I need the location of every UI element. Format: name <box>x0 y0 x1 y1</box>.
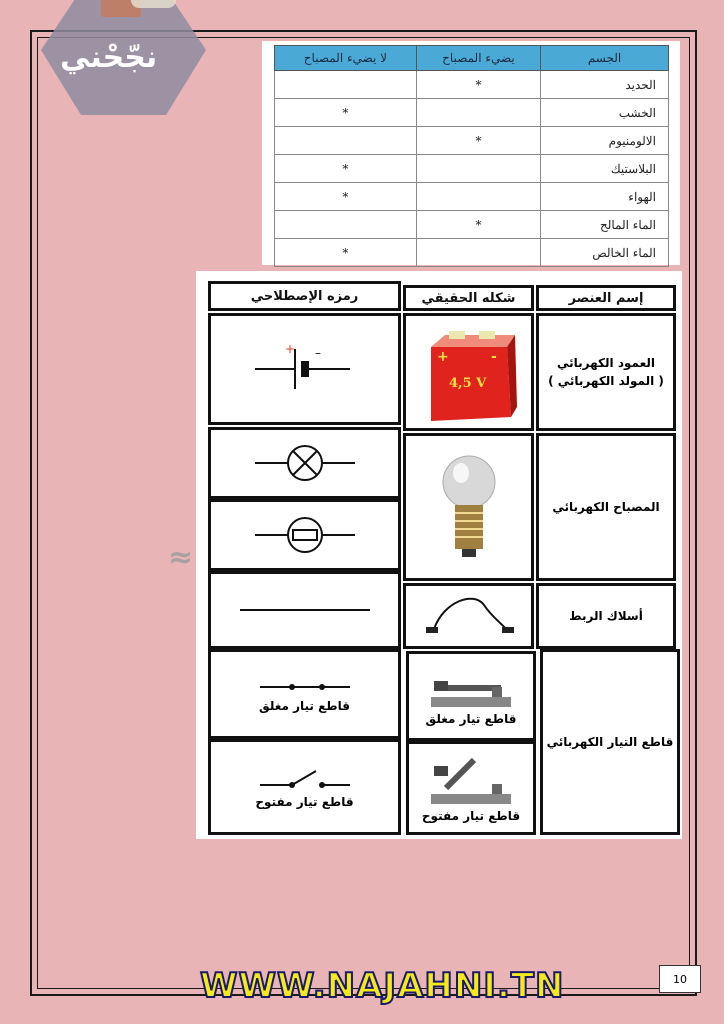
wires-photo-cell <box>403 583 534 649</box>
lamp-symbol-cross-cell <box>208 427 401 499</box>
battery-symbol-cell <box>208 313 401 425</box>
header-symbol: رمزه الإصطلاحي <box>208 281 401 311</box>
lamp-name: المصباح الكهربائي <box>552 500 660 514</box>
open-switch-photo-cell <box>406 741 536 835</box>
table-row <box>275 99 669 127</box>
lightbulb-icon <box>429 447 509 567</box>
battery-name-line1: العمود الكهربائي <box>557 356 655 370</box>
open-switch-symbol-caption: قاطع تيار مفتوح <box>255 795 354 809</box>
lamp-symbol-filament-cell <box>208 499 401 571</box>
table-row <box>275 183 669 211</box>
switch-name-cell <box>540 649 680 835</box>
battery-name-line2: ( المولد الكهربائي ) <box>548 374 664 388</box>
site-url[interactable]: WWW.NAJAHNI.TN <box>200 966 565 1006</box>
battery-photo-cell <box>403 313 534 431</box>
table-row <box>275 71 669 99</box>
row-not-lights <box>275 211 417 239</box>
row-not-lights <box>275 127 417 155</box>
battery-voltage: 4,5 V <box>448 376 486 391</box>
wires-name: أسلاك الربط <box>569 609 643 623</box>
page-number: 10 <box>659 965 701 993</box>
row-not-lights: * <box>275 183 417 211</box>
row-object: الهواء <box>541 183 669 211</box>
lamp-filament-symbol-icon <box>250 510 360 560</box>
header-real-shape: شكله الحقيقي <box>403 285 534 311</box>
switch-name: قاطع التيار الكهربائي <box>546 735 674 749</box>
row-object: الماء المالح <box>541 211 669 239</box>
header-element-name: إسم العنصر <box>536 285 676 311</box>
row-object: البلاستيك <box>541 155 669 183</box>
closed-switch-icon <box>426 667 516 712</box>
open-switch-photo-caption: قاطع تيار مفتوح <box>421 808 521 823</box>
conductors-table-panel <box>262 41 680 265</box>
row-object: الحديد <box>541 71 669 99</box>
row-not-lights <box>275 71 417 99</box>
wires-name-cell <box>536 583 676 649</box>
conductors-table <box>274 45 669 267</box>
closed-switch-photo-caption: قاطع تيار مغلق <box>425 711 517 726</box>
closed-switch-symbol-caption: قاطع تيار مغلق <box>259 699 350 713</box>
wire-symbol-icon <box>235 600 375 620</box>
row-object: الماء الخالص <box>541 239 669 267</box>
table-header-row <box>275 46 669 71</box>
watermark-glyph: ≈ <box>168 540 194 575</box>
svg-text:+: + <box>284 342 295 356</box>
open-switch-icon <box>426 754 516 809</box>
closed-switch-symbol-icon <box>250 675 360 699</box>
lamp-photo-cell <box>403 433 534 581</box>
header-lights: يضيء المصباح <box>416 46 540 71</box>
logo-text: نجّحْني <box>60 40 158 75</box>
battery-minus: - <box>490 349 497 365</box>
row-lights <box>416 239 540 267</box>
battery-plus: + <box>436 349 449 365</box>
battery-symbol-icon <box>245 339 365 399</box>
row-lights: * <box>416 211 540 239</box>
table-row <box>275 127 669 155</box>
row-lights <box>416 99 540 127</box>
wire-icon <box>414 591 524 641</box>
row-lights <box>416 155 540 183</box>
header-object: الجسم <box>541 46 669 71</box>
open-switch-symbol-icon <box>250 765 360 795</box>
circuit-elements-panel <box>196 271 682 839</box>
row-lights <box>416 183 540 211</box>
row-not-lights: * <box>275 155 417 183</box>
table-row <box>275 211 669 239</box>
wires-symbol-cell <box>208 571 401 649</box>
row-not-lights: * <box>275 99 417 127</box>
battery-icon <box>419 317 519 427</box>
row-object: الخشب <box>541 99 669 127</box>
row-lights: * <box>416 71 540 99</box>
lamp-symbol-icon <box>250 438 360 488</box>
row-lights: * <box>416 127 540 155</box>
header-not-lights: لا يضيء المصباح <box>275 46 417 71</box>
row-not-lights: * <box>275 239 417 267</box>
closed-switch-photo-cell <box>406 651 536 741</box>
table-row <box>275 239 669 267</box>
table-row <box>275 155 669 183</box>
closed-switch-symbol-cell <box>208 649 401 739</box>
open-switch-symbol-cell <box>208 739 401 835</box>
row-object: الالومنيوم <box>541 127 669 155</box>
battery-name <box>548 354 664 390</box>
battery-name-cell <box>536 313 676 431</box>
lamp-name-cell <box>536 433 676 581</box>
svg-text:–: – <box>314 346 321 360</box>
